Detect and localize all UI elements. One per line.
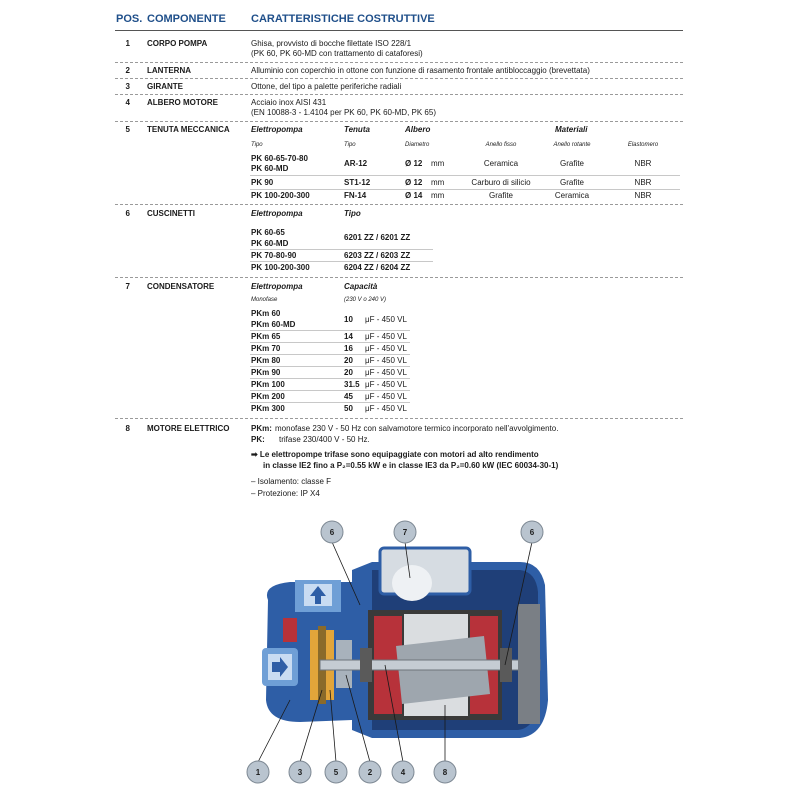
- cap-pump: PKm 80: [251, 356, 281, 365]
- seal-header-pump: Elettropompa: [251, 125, 303, 134]
- callout-label: 5: [333, 768, 339, 777]
- cap-value: 20: [344, 368, 353, 377]
- seal-diameter: Ø 12: [405, 159, 423, 168]
- seal-type: ST1-12: [344, 178, 371, 187]
- row-desc: Ottone, del tipo a palette periferiche radiali: [251, 82, 402, 91]
- bearings-header-pump: Elettropompa: [251, 209, 303, 218]
- cap-pump: PKm 65: [251, 332, 281, 341]
- callout-label: 6: [329, 528, 335, 537]
- capacitor: [392, 565, 432, 601]
- casing-red: [283, 618, 297, 642]
- seal-sub-diameter: Diametro: [405, 142, 430, 148]
- cap-value: 45: [344, 392, 353, 401]
- cap-value: 20: [344, 356, 353, 365]
- cap-value: 16: [344, 344, 353, 353]
- row-num: 6: [125, 209, 130, 218]
- fan: [518, 604, 540, 724]
- bearings-pump: PK 60-65: [251, 228, 285, 237]
- seal-elastomer: NBR: [634, 178, 652, 187]
- row-component: LANTERNA: [147, 66, 191, 75]
- row-component: MOTORE ELETTRICO: [147, 424, 230, 433]
- callout-label: 1: [255, 768, 261, 777]
- row-component: CORPO POMPA: [147, 39, 208, 48]
- seal-rotating: Ceramica: [554, 191, 590, 200]
- seal-sub-type: Tipo: [251, 142, 263, 148]
- seal-elastomer: NBR: [634, 191, 652, 200]
- seal-unit: mm: [431, 191, 445, 200]
- bearing-front: [360, 648, 372, 682]
- bearings-header-type: Tipo: [344, 209, 361, 218]
- cap-pump: PKm 200: [251, 392, 285, 401]
- row-desc: (PK 60, PK 60-MD con trattamento di cataforesi): [251, 49, 423, 58]
- row-desc: Acciaio inox AISI 431: [251, 98, 327, 107]
- seal-unit: mm: [431, 178, 445, 187]
- seal-fixed: Carburo di silicio: [471, 178, 531, 187]
- row-component: CONDENSATORE: [147, 282, 215, 291]
- cap-unit: μF - 450 VL: [365, 332, 407, 341]
- bearings-type: 6204 ZZ / 6204 ZZ: [344, 263, 411, 272]
- cap-pump: PKm 60-MD: [251, 320, 296, 329]
- row-component: TENUTA MECCANICA: [147, 125, 230, 134]
- cap-header-capacity: Capacità: [344, 282, 378, 291]
- seal-rotating: Grafite: [559, 159, 584, 168]
- row-num: 5: [125, 125, 130, 134]
- bearings-pump: PK 60-MD: [251, 239, 289, 248]
- cap-value: 14: [344, 332, 353, 341]
- bearing-rear: [500, 648, 512, 682]
- cap-unit: μF - 450 VL: [365, 392, 407, 401]
- bearings-pump: PK 100-200-300: [251, 263, 310, 272]
- seal-pump: PK 100-200-300: [251, 191, 310, 200]
- seal-fixed: Grafite: [488, 191, 513, 200]
- seal-elastomer: NBR: [634, 159, 652, 168]
- callout-label: 7: [402, 528, 408, 537]
- bearings-type: 6203 ZZ / 6203 ZZ: [344, 251, 411, 260]
- callout-label: 3: [297, 768, 303, 777]
- seal-sub-rotating: Anello rotante: [553, 142, 591, 148]
- row-num: 4: [125, 98, 130, 107]
- seal-pump: PK 60-MD: [251, 164, 289, 173]
- motor-pk-text: trifase 230/400 V - 50 Hz.: [279, 435, 370, 444]
- header-pos: POS.: [116, 13, 143, 25]
- seal-pump: PK 90: [251, 178, 274, 187]
- seal-sub-elastomer: Elastomero: [627, 142, 659, 148]
- motor-protection: – Protezione: IP X4: [251, 489, 320, 498]
- seal-sub-type: Tipo: [344, 142, 356, 148]
- cap-unit: μF - 450 VL: [365, 315, 407, 324]
- bearings-pump: PK 70-80-90: [251, 251, 297, 260]
- seal-diameter: Ø 12: [405, 178, 423, 187]
- motor-note: in classe IE2 fino a P₂=0.55 kW e in classe IE3 da P₂=0.60 kW (IEC 60034-30-1): [263, 461, 559, 470]
- callout-label: 8: [442, 768, 448, 777]
- cap-pump: PKm 90: [251, 368, 281, 377]
- motor-note: ➡ Le elettropompe trifase sono equipaggiate con motori ad alto rendimento: [251, 450, 539, 459]
- cap-value: 31.5: [344, 380, 360, 389]
- cap-pump: PKm 70: [251, 344, 281, 353]
- row-component: GIRANTE: [147, 82, 183, 91]
- seal-header-materials: Materiali: [555, 125, 588, 134]
- seal-rotating: Grafite: [559, 178, 584, 187]
- cap-unit: μF - 450 VL: [365, 368, 407, 377]
- cap-unit: μF - 450 VL: [365, 344, 407, 353]
- callout-label: 4: [400, 768, 406, 777]
- cap-unit: μF - 450 VL: [365, 380, 407, 389]
- motor-pkm-label: PKm:: [251, 424, 272, 433]
- seal-header-seal: Tenuta: [344, 125, 370, 134]
- row-num: 3: [125, 82, 130, 91]
- cap-sub-pump: Monofase: [251, 297, 278, 303]
- row-desc: Ghisa, provvisto di bocche filettate ISO 228/1: [251, 39, 412, 48]
- row-component: CUSCINETTI: [147, 209, 195, 218]
- seal-fixed: Ceramica: [483, 159, 519, 168]
- seal-header-shaft: Albero: [405, 125, 431, 134]
- cap-value: 50: [344, 404, 353, 413]
- cap-pump: PKm 100: [251, 380, 285, 389]
- bearings-type: 6201 ZZ / 6201 ZZ: [344, 233, 411, 242]
- cap-unit: μF - 450 VL: [365, 356, 407, 365]
- row-num: 2: [125, 66, 130, 75]
- header-features: CARATTERISTICHE COSTRUTTIVE: [251, 13, 435, 25]
- row-num: 8: [125, 424, 130, 433]
- motor-insulation: – Isolamento: classe F: [251, 477, 332, 486]
- seal-pump: PK 60-65-70-80: [251, 154, 308, 163]
- seal-sub-fixed: Anello fisso: [485, 142, 517, 148]
- cap-pump: PKm 300: [251, 404, 285, 413]
- row-desc: (EN 10088-3 - 1.4104 per PK 60, PK 60-MD, PK 65): [251, 108, 436, 117]
- header-component: COMPONENTE: [147, 13, 226, 25]
- cap-header-pump: Elettropompa: [251, 282, 303, 291]
- cap-unit: μF - 450 VL: [365, 404, 407, 413]
- seal-type: FN-14: [344, 191, 367, 200]
- cap-sub-capacity: (230 V o 240 V): [344, 297, 387, 303]
- callout-label: 2: [367, 768, 373, 777]
- cap-value: 10: [344, 315, 353, 324]
- callout-label: 6: [529, 528, 535, 537]
- motor-pkm-text: monofase 230 V - 50 Hz con salvamotore termico incorporato nell'avvolgimento.: [275, 424, 559, 433]
- seal-unit: mm: [431, 159, 445, 168]
- row-num: 7: [125, 282, 130, 291]
- row-num: 1: [125, 39, 130, 48]
- seal-type: AR-12: [344, 159, 368, 168]
- cap-pump: PKm 60: [251, 309, 281, 318]
- row-component: ALBERO MOTORE: [147, 98, 218, 107]
- seal-diameter: Ø 14: [405, 191, 423, 200]
- motor-pk-label: PK:: [251, 435, 265, 444]
- row-desc: Alluminio con coperchio in ottone con funzione di rasamento frontale antibloccaggio (brevettata): [251, 66, 590, 75]
